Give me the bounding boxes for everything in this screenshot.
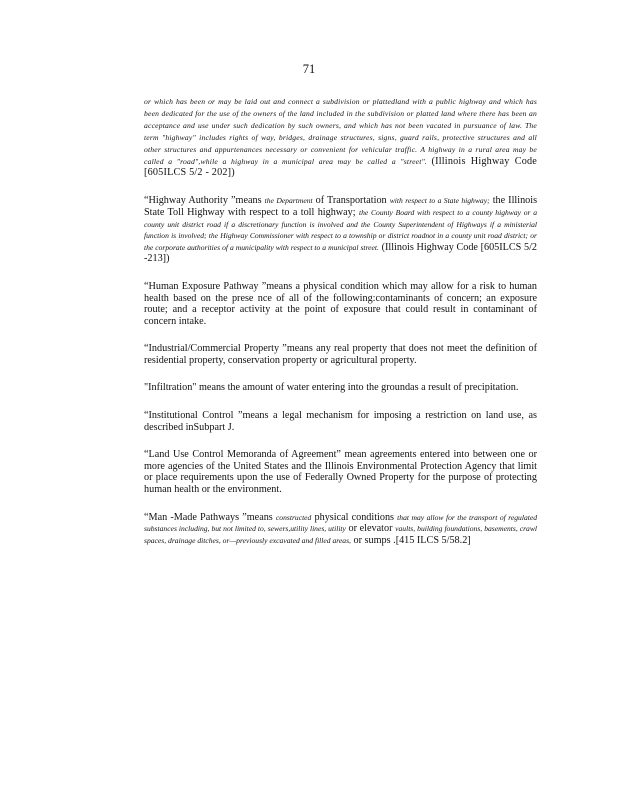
industrial-commercial-property-definition: “Industrial/Commercial Property ”means any real property that does not meet the definition of residential property, conservation property or agricultural property. xyxy=(144,343,537,366)
highway-authority-citation: (Illinois Highway Code [605ILCS 5/2 -213]) xyxy=(144,241,537,265)
human-exposure-pathway-definition: “Human Exposure Pathway ”means a physical condition which may allow for a risk to human health based on the prese nce of all of the following:contaminants of concern; an exposure route; and a receptor activity at the point of exposure that could result in contaminant of concern intake. xyxy=(144,280,537,327)
man-made-part-4: or elevator xyxy=(348,523,393,535)
page-number: 71 xyxy=(302,62,316,76)
highway-authority-part-3: with respect to a State highway; xyxy=(389,196,490,206)
highway-authority-part-1: the Department xyxy=(264,196,313,206)
man-made-pathways-term: “Man -Made Pathways ”means xyxy=(144,511,273,523)
man-made-part-6: or sumps xyxy=(353,534,391,546)
man-made-part-2: physical conditions xyxy=(314,511,395,523)
man-made-pathways-definition xyxy=(144,512,537,547)
man-made-part-1: constructed xyxy=(275,512,312,522)
infiltration-definition: "Infiltration" means the amount of water entering into the groundas a result of precipitation. xyxy=(144,382,519,394)
highway-authority-definition xyxy=(144,195,537,265)
highway-definition-continued xyxy=(144,96,537,179)
highway-authority-part-5: the County Board with respect to a county highway or a county unit district road if a discretionary function is involved and the County Superintendent of Highways if a ministerial function is involved; the Highway Commissioner with respect to a township or district roadnot in a county unit road district; or the corporate authorities of a municipality with respect to a municipal street. xyxy=(144,207,538,252)
highway-authority-part-4: the Illinois State Toll Highway with respect to a toll highway; xyxy=(144,195,538,218)
man-made-part-5: vaults, building foundations, basements, crawl spaces, drainage ditches, or—previously excavated and filled areas, xyxy=(144,524,538,545)
institutional-control-definition: “Institutional Control ”means a legal mechanism for imposing a restriction on land use, as described inSubpart J. xyxy=(144,410,537,433)
highway-authority-term: “Highway Authority ”means xyxy=(144,195,262,207)
land-use-control-definition: “Land Use Control Memoranda of Agreement” mean agreements entered into between one or more agencies of the United States and the Illinois Environmental Protection Agency that limit or place requirements upon the use of Federally Owned Property for the purpose of protecting human health or the environment. xyxy=(144,449,537,496)
man-made-part-3: that may allow for the transport of regulated substances including, but not limited to, sewers,utility lines, utility xyxy=(144,512,538,534)
highway-definition-text: or which has been or may be laid out and connect a subdivision or plattedland with a public highway and which has been dedicated for the use of the owners of the land included in the subdivision or platted land where there has been an acceptance and use under such dedication by such owners, and which has not been vacated in pursuance of law. The term "highway" includes rights of way, bridges, drainage structures, signs, guard rails, protective structures and all other structures and appurtenances necessary or convenient for vehicular traffic. A highway in a rural area may be called a "road",while a highway in a municipal area may be called a "street". xyxy=(144,97,537,166)
highway-authority-part-2: of Transportation xyxy=(315,195,387,207)
document-body xyxy=(144,96,537,562)
man-made-citation: .[415 ILCS 5/58.2] xyxy=(393,534,471,546)
highway-citation: (Illinois Highway Code [605ILCS 5/2 - 202]) xyxy=(144,155,537,179)
